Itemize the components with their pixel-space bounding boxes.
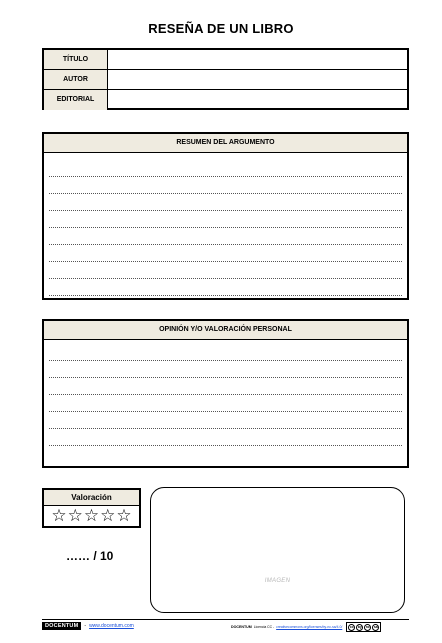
license-link[interactable]: creativecommons.org/licenses/by-nc-sa/4.0/ — [276, 625, 343, 629]
writing-line — [49, 210, 402, 211]
star-icon[interactable]: ☆ — [83, 506, 100, 525]
star-icon[interactable]: ☆ — [67, 506, 83, 525]
opinion-header: OPINIÓN Y/O VALORACIÓN PERSONAL — [44, 321, 407, 340]
book-info-table — [42, 48, 409, 110]
writing-line — [49, 244, 402, 245]
opinion-writing-area[interactable] — [44, 340, 407, 466]
editorial-label: EDITORIAL — [44, 90, 108, 110]
writing-line — [49, 428, 402, 429]
footer-divider — [42, 619, 409, 620]
writing-line — [49, 360, 402, 361]
star-rating — [44, 506, 139, 526]
autor-row — [44, 70, 407, 90]
resumen-section — [42, 132, 409, 300]
page-title: RESEÑA DE UN LIBRO — [148, 21, 294, 36]
writing-line — [49, 261, 402, 262]
image-placeholder[interactable] — [150, 487, 405, 613]
resumen-writing-area[interactable] — [44, 153, 407, 298]
autor-label: AUTOR — [44, 70, 108, 89]
docentum-site-link[interactable]: www.docentum.com — [89, 623, 134, 629]
editorial-row — [44, 90, 407, 110]
star-icon[interactable]: ☆ — [100, 506, 116, 525]
autor-field[interactable] — [108, 70, 407, 89]
writing-line — [49, 193, 402, 194]
writing-line — [49, 278, 402, 279]
resumen-header: RESUMEN DEL ARGUMENTO — [44, 134, 407, 153]
by-icon: by — [357, 625, 362, 629]
docentum-logo: DOCENTUM — [42, 622, 81, 630]
nc-icon: nc — [365, 625, 370, 629]
footer-license — [231, 622, 381, 632]
sa-icon: sa — [373, 625, 378, 629]
license-text: Licencia CC - — [253, 625, 275, 629]
rating-header: Valoración — [44, 490, 139, 506]
footer-left — [42, 622, 134, 630]
titulo-label: TÍTULO — [44, 50, 108, 69]
titulo-row — [44, 50, 407, 70]
score-field[interactable]: …… / 10 — [66, 549, 114, 563]
writing-line — [49, 394, 402, 395]
star-icon[interactable]: ☆ — [116, 506, 132, 525]
license-brand: DOCENTUM — [231, 625, 252, 629]
opinion-section — [42, 319, 409, 468]
writing-line — [49, 295, 402, 296]
writing-line — [49, 411, 402, 412]
editorial-field[interactable] — [108, 90, 407, 110]
writing-line — [49, 227, 402, 228]
writing-line — [49, 445, 402, 446]
footer-separator: - — [84, 623, 87, 629]
writing-line — [49, 377, 402, 378]
cc-icon: cc — [349, 625, 354, 629]
titulo-field[interactable] — [108, 50, 407, 69]
image-label: IMAGEN — [264, 578, 291, 584]
writing-line — [49, 176, 402, 177]
cc-license-icon — [346, 622, 381, 632]
rating-box — [42, 488, 141, 528]
star-icon[interactable]: ☆ — [51, 506, 67, 525]
